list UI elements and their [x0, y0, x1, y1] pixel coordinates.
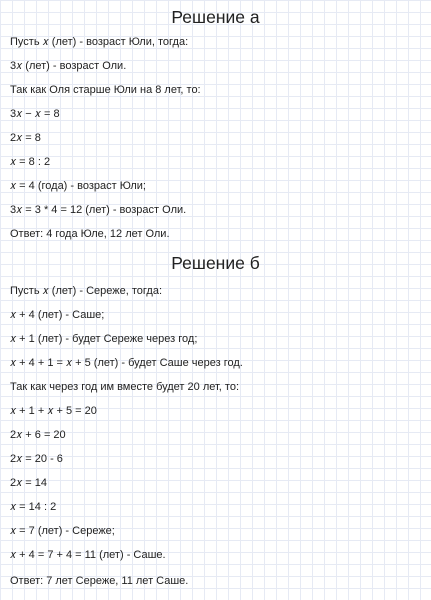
- solution-b-line: 𝑥 + 4 = 7 + 4 = 11 (лет) - Саше.: [10, 549, 166, 561]
- solution-a-line: 3𝑥 (лет) - возраст Оли.: [10, 60, 127, 72]
- solution-b-line: Пусть 𝑥 (лет) - Сереже, тогда:: [10, 285, 163, 297]
- solution-a-line: 3𝑥 = 3 * 4 = 12 (лет) - возраст Оли.: [10, 204, 187, 216]
- solution-b-line: 𝑥 + 4 (лет) - Саше;: [10, 309, 105, 321]
- solution-a-line: Так как Оля старше Юли на 8 лет, то:: [10, 84, 201, 96]
- solution-b-line: 𝑥 + 4 + 1 = 𝑥 + 5 (лет) - будет Саше через год.: [10, 357, 243, 369]
- solution-b-line: 𝑥 = 14 : 2: [10, 501, 57, 513]
- solution-b-title: Решение б: [171, 253, 260, 273]
- solution-a-line: 𝑥 = 8 : 2: [10, 156, 51, 168]
- solution-a-line: 𝑥 = 4 (года) - возраст Юли;: [10, 180, 146, 192]
- solution-b-line: 𝑥 + 1 + 𝑥 + 5 = 20: [10, 405, 97, 417]
- solution-b-line: 2𝑥 + 6 = 20: [10, 429, 66, 441]
- solution-a-line: 2𝑥 = 8: [10, 132, 41, 144]
- solution-a-line: 3𝑥 − 𝑥 = 8: [10, 108, 60, 120]
- solution-a-title: Решение а: [171, 7, 260, 27]
- solution-b-line: 2𝑥 = 20 - 6: [10, 453, 63, 465]
- solution-b-line: 2𝑥 = 14: [10, 477, 48, 489]
- solution-b-answer: Ответ: 7 лет Сереже, 11 лет Саше.: [10, 575, 189, 587]
- solution-b-line: 𝑥 + 1 (лет) - будет Сереже через год;: [10, 333, 198, 345]
- solution-b-line: 𝑥 = 7 (лет) - Сереже;: [10, 525, 115, 537]
- solution-a-answer: Ответ: 4 года Юле, 12 лет Оли.: [10, 228, 170, 240]
- solution-b-line: Так как через год им вместе будет 20 лет, то:: [10, 381, 240, 393]
- solution-a-line: Пусть 𝑥 (лет) - возраст Юли, тогда:: [10, 36, 189, 48]
